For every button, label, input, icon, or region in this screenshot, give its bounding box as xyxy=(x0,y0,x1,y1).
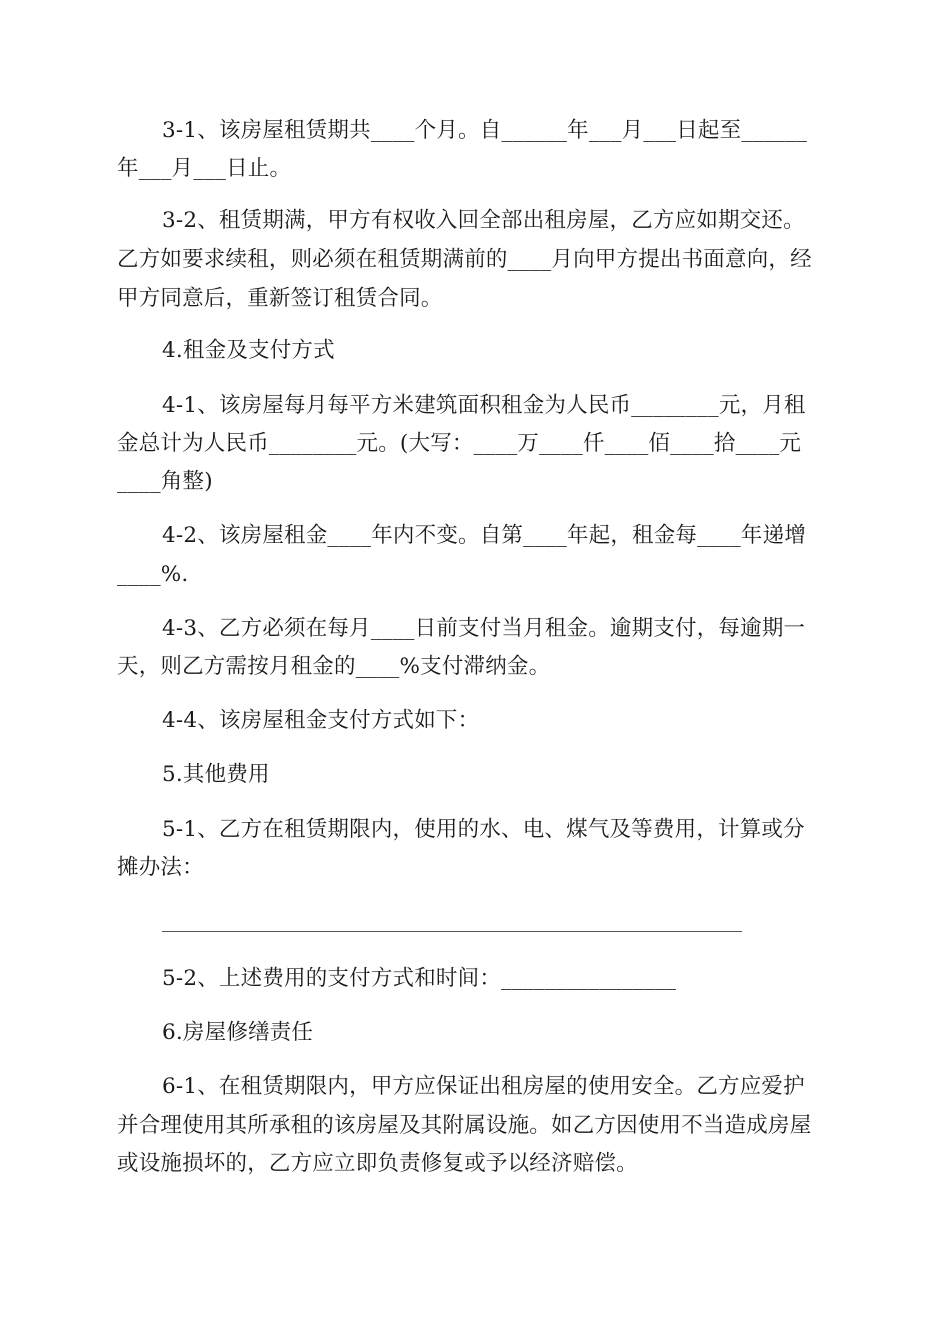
clause-6-1-line-1: 6-1、在租赁期限内，甲方应保证出租房屋的使用安全。乙方应爱护 xyxy=(162,1074,805,1099)
clause-3-1-line-1: 3-1、该房屋租赁期共____个月。自______年___月___日起至______ xyxy=(162,118,808,143)
clause-4-3-line-2: 天，则乙方需按月租金的____%支付滞纳金。 xyxy=(117,654,551,679)
section-6-heading: 6.房屋修缮责任 xyxy=(162,1020,314,1045)
clause-4-2-line-1: 4-2、该房屋租金____年内不变。自第____年起，租金每____年递增 xyxy=(162,523,807,548)
clause-5-2: 5-2、上述费用的支付方式和时间：________________ xyxy=(162,966,677,991)
section-5-heading: 5.其他费用 xyxy=(162,762,270,787)
clause-4-3-line-1: 4-3、乙方必须在每月____日前支付当月租金。逾期支付，每逾期一 xyxy=(162,616,806,641)
clause-6-1-line-3: 或设施损坏的，乙方应立即负责修复或予以经济赔偿。 xyxy=(117,1151,638,1176)
clause-6-1-line-2: 并合理使用其所承租的该房屋及其附属设施。如乙方因使用不当造成房屋 xyxy=(117,1113,812,1138)
clause-5-1-line-2: 摊办法： xyxy=(117,855,204,880)
clause-4-1-line-3: ____角整) xyxy=(117,469,213,494)
clause-5-1-line-1: 5-1、乙方在租赁期限内，使用的水、电、煤气及等费用，计算或分 xyxy=(162,817,805,842)
section-4-heading: 4.租金及支付方式 xyxy=(162,338,335,363)
fill-in-underline xyxy=(162,931,742,932)
clause-3-2-line-3: 甲方同意后，重新签订租赁合同。 xyxy=(117,286,443,311)
clause-4-1-line-1: 4-1、该房屋每月每平方米建筑面积租金为人民币________元，月租 xyxy=(162,393,806,418)
clause-4-2-line-2: ____%. xyxy=(117,562,189,587)
clause-3-2-line-2: 乙方如要求续租，则必须在租赁期满前的____月向甲方提出书面意向，经 xyxy=(117,247,812,272)
clause-4-1-line-2: 金总计为人民币________元。(大写：____万____仟____佰____拾____元 xyxy=(117,431,802,456)
clause-3-2-line-1: 3-2、租赁期满，甲方有权收入回全部出租房屋，乙方应如期交还。 xyxy=(162,208,805,233)
clause-3-1-line-2: 年___月___日止。 xyxy=(117,156,292,181)
clause-4-4: 4-4、该房屋租金支付方式如下： xyxy=(162,708,480,733)
